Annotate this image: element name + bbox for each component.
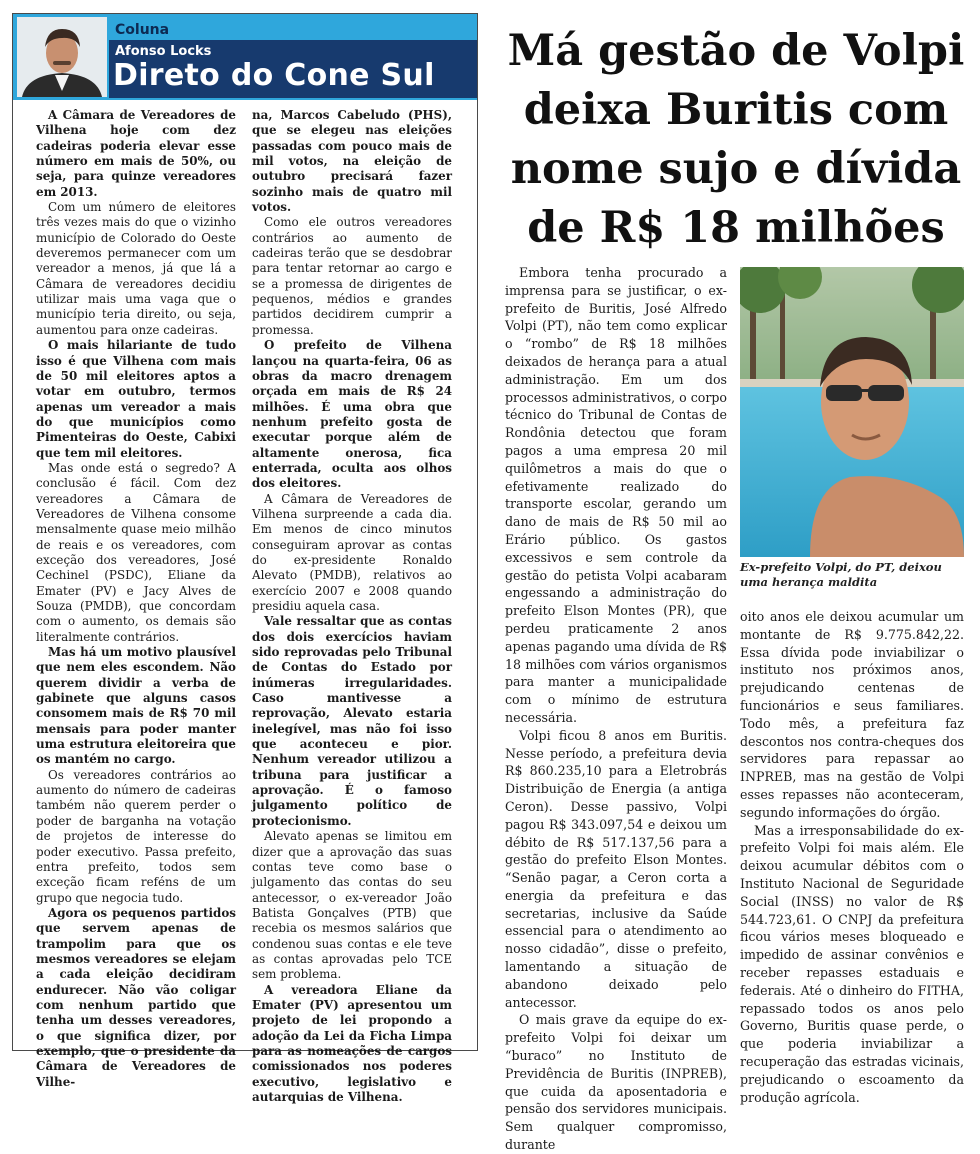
column-paragraph: O prefeito de Vilhena lançou na quarta-feira, 06 as obras da macro drenagem orçada em mais de R$ 24 milhões. É uma obra que nenhum prefeito gosta de executar porque além de altamente onerosa, fica enterrada, oculta aos olhos dos eleitores. xyxy=(252,338,452,491)
column-paragraph: Mas há um motivo plausível que nem eles escondem. Não querem dividir a verba de gabinete que alguns casos consomem mais de R$ 70 mil mensais para poder manter uma estrutura eleitoreira que os mantém no cargo. xyxy=(36,645,236,767)
column-paragraph: A Câmara de Vereadores de Vilhena surpreende a cada dia. Em menos de cinco minutos conseguiram aprovar as contas do ex-presidente Ronaldo Alevato (PMDB), relativos ao exercício 2007 e 2008 quando presidiu aquela casa. xyxy=(252,491,452,613)
column-author: Afonso Locks xyxy=(115,44,212,59)
article-text-col2 xyxy=(740,608,964,1106)
column-paragraph: Agora os pequenos partidos que servem apenas de trampolim para que os mesmos vereadores se elejam a cada eleição decidiram endurecer. Não vão coligar com nenhum partido que tenha um desses vereadores, o que significa dizer, por exemplo, que o presidente da Câmara de Vereadores de Vilhe- xyxy=(36,905,236,1089)
column-paragraph: O mais hilariante de tudo isso é que Vilhena com mais de 50 mil eleitores aptos a votar em outubro, termos apenas um vereador a mais do que municípios como Pimenteiras do Oeste, Cabixi que tem mil eleitores. xyxy=(36,338,236,460)
column-paragraph: Os vereadores contrários ao aumento do número de cadeiras também não querem perder o poder de barganha na votação de projetos de interesse do poder executivo. Passa prefeito, entra prefeito, todos sem exceção ficam reféns de um grupo que negocia tudo. xyxy=(36,767,236,905)
column-header xyxy=(13,14,477,100)
column-paragraph: A Câmara de Vereadores de Vilhena hoje com dez cadeiras poderia elevar esse número em mais de 50%, ou seja, para quinze vereadores em 2013. xyxy=(36,108,236,199)
photo-caption: Ex-prefeito Volpi, do PT, deixou uma herança maldita xyxy=(740,560,942,589)
column-paragraph: A vereadora Eliane da Emater (PV) apresentou um projeto de lei propondo a adoção da Lei da Ficha Limpa para as nomeações de cargos comissionados nos poderes executivo, legislativo e autarquias de Vilhena. xyxy=(252,982,452,1104)
article-photo xyxy=(740,267,964,557)
column-paragraph: Alevato apenas se limitou em dizer que a aprovação das suas contas teve como base o julgamento das contas do seu antecessor, o ex-vereador João Batista Gonçalves (PTB) que recebia os mesmos salários que condenou suas contas e ele teve as contas aprovadas pelo TCE sem problema. xyxy=(252,829,452,982)
article-paragraph: Volpi ficou 8 anos em Buritis. Nesse período, a prefeitura devia R$ 860.235,10 para a Eletrobrás Distribuição de Energia (a antiga Ceron). Desse passivo, Volpi pagou R$ 343.097,54 e deixou um débito de R$ 517.137,56 para a gestão do prefeito Elson Montes. “Senão pagar, a Ceron corta a energia da prefeitura e das secretarias, inclusive da Saúde essencial para o atendimento ao nosso cidadão”, disse o prefeito, lamentando a situação de abandono deixado pelo antecessor. xyxy=(505,727,727,1010)
column-paragraph: na, Marcos Cabeludo (PHS), que se elegeu nas eleições passadas com pouco mais de mil votos, na eleição de outubro precisará fazer sozinho mais de quatro mil votos. xyxy=(252,108,452,215)
column-label: Coluna xyxy=(115,22,170,38)
column-paragraph: Com um número de eleitores três vezes mais do que o vizinho município de Colorado do Oeste deveremos permanecer com um vereador a menos, já que lá a Câmara de vereadores decidiu utilizar mais uma vaga que o município teria direito, ou seja, aumentou para onze cadeiras. xyxy=(36,200,236,337)
article-paragraph: Mas a irresponsabilidade do ex-prefeito Volpi foi mais além. Ele deixou acumular débitos com o Instituto Nacional de Seguridade Social (INSS) no valor de R$ 544.723,61. O CNPJ da prefeitura ficou vários meses bloqueado e impedido de assinar convênios e receber repasses estaduais e federais. Até o dinheiro do FITHA, repassado todos os anos pelo Governo, Buritis quase perde, o que poderia inviabilizar a recuperação das estradas vicinais, prejudicando o escoamento da produção agrícola. xyxy=(740,822,964,1105)
column-title: Direto do Cone Sul xyxy=(113,58,435,93)
author-photo xyxy=(17,17,107,97)
article-paragraph: Embora tenha procurado a imprensa para se justificar, o ex-prefeito de Buritis, José Alfredo Volpi (PT), não tem como explicar o “rombo” de R$ 18 milhões deixados de herança para a atual administração. Em um dos processos administrativos, o corpo técnico do Tribunal de Contas de Rondônia detectou que foram pagos a uma empresa 20 mil quilômetros a mais do que o efetivamente realizado do transporte escolar, gerando um dano de mais de R$ 50 mil ao Erário público. Os gastos excessivos e sem controle da gestão do petista Volpi acabaram engessando a administração do prefeito Elson Montes (PR), que perdeu praticamente 2 anos apenas pagando uma dívida de R$ 18 milhões com vários organismos para manter a municipalidade com o mínimo de estrutura necessária. xyxy=(505,265,728,725)
article-paragraph: O mais grave da equipe do ex-prefeito Volpi foi deixar um “buraco” no Instituto de Previdência de Buritis (INPREB), que cuida da aposentadoria e pensão dos servidores municipais. Sem qualquer compromisso, durante xyxy=(505,1012,727,1153)
column-paragraph: Vale ressaltar que as contas dos dois exercícios haviam sido reprovadas pelo Tribunal de Contas do Estado por inúmeras irregularidades. Caso mantivesse a reprovação, Alevato estaria inelegível, mas não foi isso que aconteceu e pior. Nenhum vereador utilizou a tribuna para justificar a aprovação. É o famoso julgamento político de protecionismo. xyxy=(252,614,452,828)
article-text-col1 xyxy=(505,264,727,1154)
column-paragraph: Mas onde está o segredo? A conclusão é fácil. Com dez vereadores a Câmara de Vereadores de Vilhena consome mensalmente quase meio milhão de reais e os vereadores, com exceção dos vereadores, José Cechinel (PSDC), Eliane da Emater (PV) e Jacy Alves de Souza (PMDB), que concordam com o aumento, os demais são literalmente contrários. xyxy=(36,460,236,644)
article-headline: Má gestão de Volpi deixa Buritis com nome sujo e dívida de R$ 18 milhões xyxy=(507,26,965,253)
column-text-left xyxy=(36,108,236,1090)
column-text-right xyxy=(252,108,452,1105)
column-paragraph: Como ele outros vereadores contrários ao aumento de cadeiras terão que se desdobrar para tentar retornar ao cargo e se a promessa de dirigentes de pequenos, médios e grandes partidos decidirem cumprir a promessa. xyxy=(252,215,452,337)
article-paragraph: oito anos ele deixou acumular um montante de R$ 9.775.842,22. Essa dívida pode inviabilizar o instituto nos próximos anos, prejudicando centenas de funcionários e seus familiares. Todo mês, a prefeitura faz descontos nos contra-cheques dos servidores para repassar ao INPREB, mas na gestão de Volpi esses repasses não aconteceram, segundo informações do órgão. xyxy=(740,609,964,820)
